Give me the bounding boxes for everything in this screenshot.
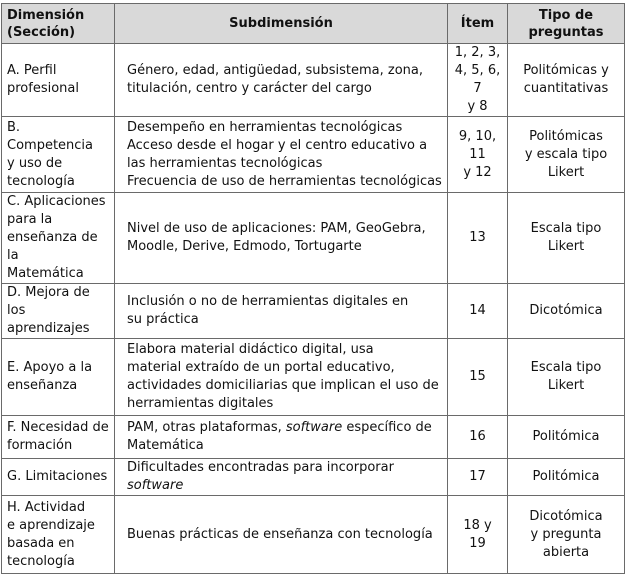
header-question-type-line: Tipo de (538, 7, 594, 23)
item-line: 15 (469, 369, 486, 384)
subdimension-line: material extraído de un portal educativo, (127, 360, 395, 375)
header-subdimension: Subdimensión (115, 4, 448, 44)
subdimension-line (127, 419, 442, 437)
dimension-line: los aprendizajes (7, 303, 90, 336)
dimension-line: tecnología (7, 553, 75, 569)
question-type-line: Politómicas (529, 128, 603, 144)
question-type-line: Escala tipo (530, 221, 602, 236)
subdimension-line: las herramientas tecnológicas (127, 155, 323, 171)
question-type-cell (508, 44, 625, 117)
item-cell (448, 44, 508, 117)
subdimension-line: Elabora material didáctico digital, usa (127, 342, 374, 357)
header-dimension (2, 4, 115, 44)
dimension-cell (2, 284, 115, 339)
dimension-line: enseñanza de la (7, 230, 98, 263)
dimension-cell (2, 44, 115, 117)
dimension-line: Matemática (7, 266, 84, 281)
subdimension-line: Acceso desde el hogar y el centro educativo a (127, 137, 428, 153)
survey-dimensions-table (1, 3, 625, 574)
question-type-line: Politómicas y (523, 63, 609, 78)
header-question-type-line: preguntas (528, 24, 604, 40)
dimension-line: G. Limitaciones (7, 469, 108, 484)
dimension-line: H. Actividad (7, 499, 86, 515)
item-cell (448, 416, 508, 459)
table-row (2, 496, 625, 574)
question-type-line: Likert (547, 164, 585, 180)
subdimension-cell (115, 284, 448, 339)
subdimension-italic-text: software (127, 478, 184, 493)
table-row (2, 284, 625, 339)
dimension-cell (2, 193, 115, 284)
dimension-line: profesional (7, 81, 79, 96)
item-line: y 12 (463, 164, 492, 180)
question-type-line: y escala tipo (524, 146, 608, 162)
item-line: y 8 (467, 99, 488, 114)
subdimension-line: Inclusión o no de herramientas digitales en (127, 294, 409, 309)
dimension-line: tecnología (7, 173, 75, 189)
subdimension-line: Buenas prácticas de enseñanza con tecnología (127, 526, 433, 542)
subdimension-line: su práctica (127, 312, 199, 327)
dimension-line: E. Apoyo a la (7, 360, 93, 375)
dimension-line: formación (7, 438, 73, 453)
subdimension-italic-text: software (285, 420, 343, 435)
item-cell (448, 496, 508, 574)
table-row (2, 193, 625, 284)
subdimension-line (127, 459, 442, 495)
question-type-line: Politómica (532, 469, 600, 484)
dimension-cell (2, 416, 115, 459)
dimension-line: F. Necesidad de (7, 420, 109, 435)
header-row (2, 4, 625, 44)
question-type-line: y pregunta (530, 526, 602, 542)
question-type-line: Likert (547, 378, 585, 393)
item-line: 18 y 19 (463, 517, 492, 551)
subdimension-cell (115, 339, 448, 416)
subdimension-cell (115, 193, 448, 284)
question-type-line: Dicotómica (529, 508, 603, 524)
table-row (2, 416, 625, 459)
subdimension-line: Nivel de uso de aplicaciones: PAM, GeoGebra, (127, 221, 426, 236)
subdimension-cell (115, 459, 448, 496)
dimension-line: C. Aplicaciones (7, 194, 106, 209)
subdimension-cell (115, 44, 448, 117)
item-line: 1, 2, 3, (454, 45, 501, 60)
dimension-cell (2, 117, 115, 193)
item-cell (448, 339, 508, 416)
item-cell (448, 459, 508, 496)
header-item: Ítem (448, 4, 508, 44)
subdimension-line: titulación, centro y carácter del cargo (127, 81, 372, 96)
subdimension-line: Frecuencia de uso de herramientas tecnológicas (127, 173, 442, 189)
item-cell (448, 284, 508, 339)
question-type-line: cuantitativas (523, 81, 609, 96)
subdimension-line: herramientas digitales (127, 396, 274, 411)
subdimension-line: Moodle, Derive, Edmodo, Tortugarte (127, 239, 362, 254)
question-type-line: Likert (547, 239, 585, 254)
table-row (2, 339, 625, 416)
item-cell (448, 193, 508, 284)
item-line: 13 (469, 230, 486, 245)
header-dimension-line: (Sección) (7, 24, 76, 40)
question-type-cell (508, 339, 625, 416)
dimension-line: y uso de (7, 155, 63, 171)
item-line: 14 (469, 303, 486, 318)
subdimension-line: actividades domiciliarias que implican el uso de (127, 378, 439, 393)
dimension-line: e aprendizaje (7, 517, 95, 533)
subdimension-cell (115, 496, 448, 574)
question-type-cell (508, 416, 625, 459)
item-line: 9, 10, 11 (458, 128, 497, 162)
item-cell (448, 117, 508, 193)
item-line: 16 (469, 429, 486, 444)
question-type-line: abierta (542, 544, 590, 560)
dimension-cell (2, 496, 115, 574)
dimension-cell (2, 459, 115, 496)
dimension-line: D. Mejora de (7, 285, 90, 300)
item-line: 4, 5, 6, 7 (454, 63, 501, 96)
dimension-line: enseñanza (7, 378, 78, 393)
question-type-line: Escala tipo (530, 360, 602, 375)
dimension-line: B. Competencia (7, 119, 94, 153)
subdimension-line: Matemática (127, 438, 204, 453)
question-type-cell (508, 193, 625, 284)
dimension-line: basada en (7, 535, 75, 551)
subdimension-cell (115, 117, 448, 193)
dimension-line: A. Perfil (7, 63, 57, 78)
subdimension-text: PAM, otras plataformas, (127, 420, 286, 435)
table-row (2, 117, 625, 193)
table-row (2, 459, 625, 496)
dimension-cell (2, 339, 115, 416)
subdimension-text: específico de (342, 420, 432, 435)
dimension-line: para la (7, 212, 53, 227)
subdimension-line: Desempeño en herramientas tecnológicas (127, 119, 403, 135)
subdimension-cell (115, 416, 448, 459)
question-type-line: Dicotómica (529, 303, 603, 318)
header-dimension-line: Dimensión (7, 7, 85, 23)
question-type-line: Politómica (532, 429, 600, 444)
question-type-cell (508, 496, 625, 574)
question-type-cell (508, 459, 625, 496)
question-type-cell (508, 117, 625, 193)
question-type-cell (508, 284, 625, 339)
table-row (2, 44, 625, 117)
header-question-type (508, 4, 625, 44)
subdimension-line: Género, edad, antigüedad, subsistema, zona, (127, 63, 423, 78)
item-line: 17 (469, 469, 486, 484)
subdimension-text: Dificultades encontradas para incorporar (127, 460, 394, 475)
